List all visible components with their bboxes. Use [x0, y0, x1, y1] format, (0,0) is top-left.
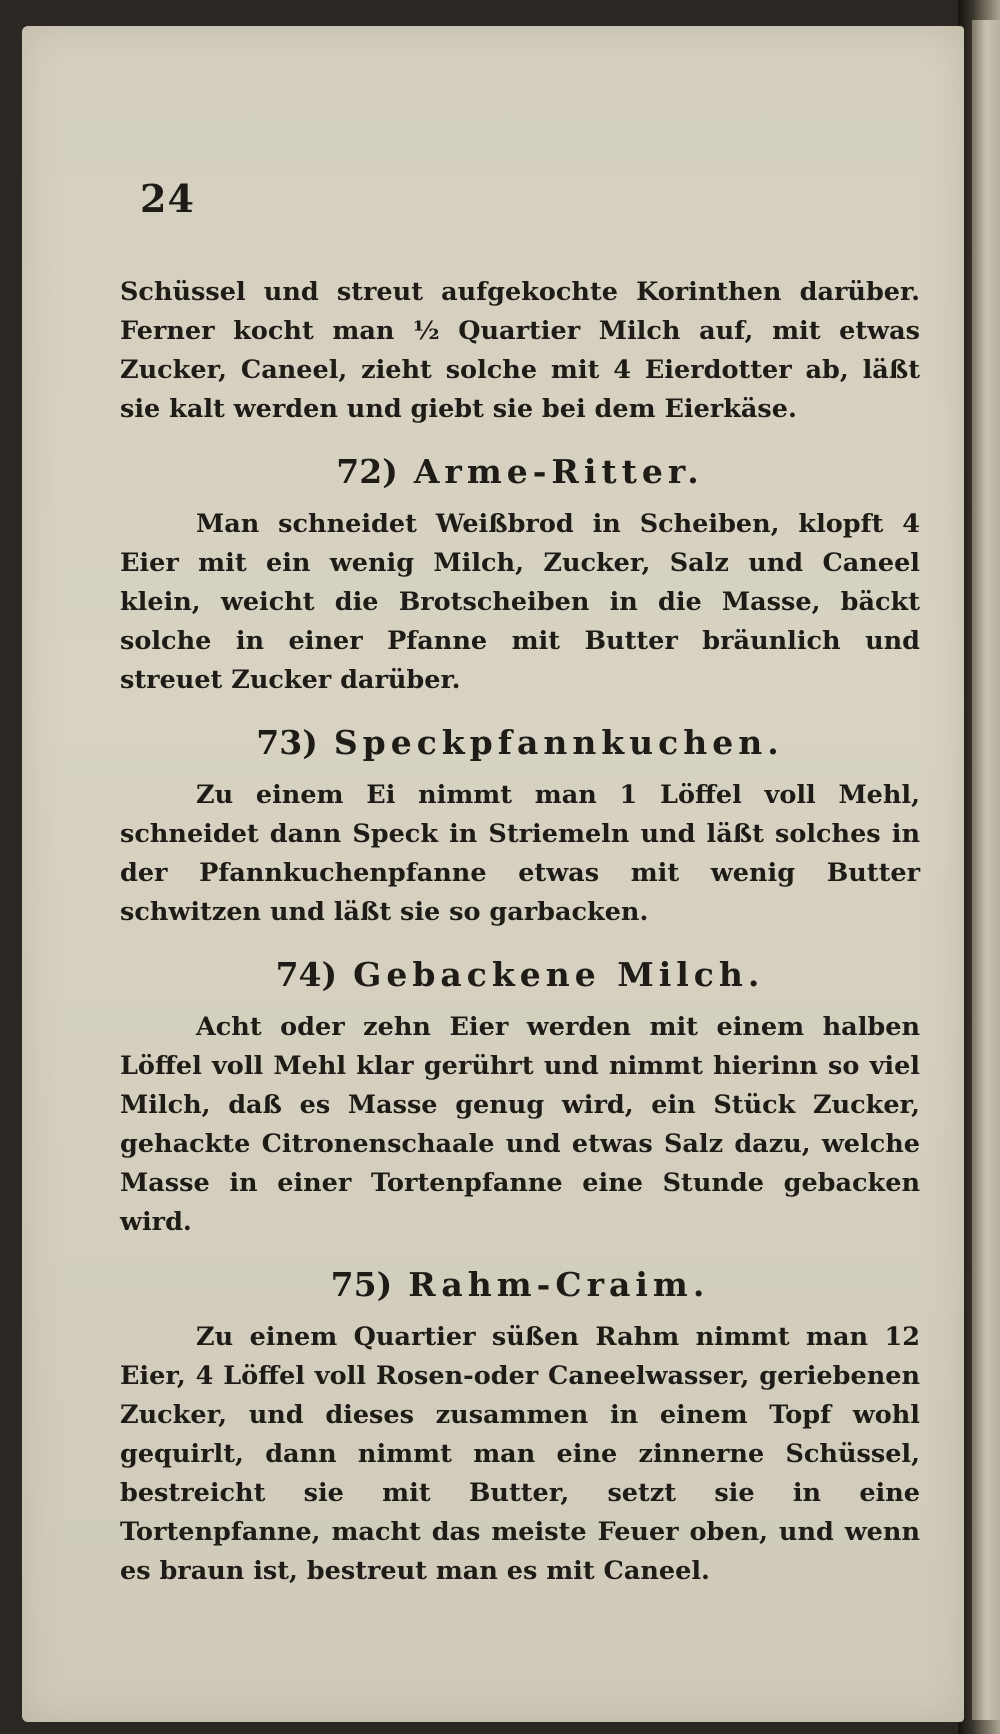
recipe-number: 75)	[330, 1265, 393, 1304]
recipe-number: 73)	[256, 723, 318, 762]
recipe-heading	[120, 952, 920, 998]
recipe-title: Rahm-Craim.	[408, 1265, 710, 1304]
recipe-heading	[120, 449, 920, 495]
book-page	[22, 26, 964, 1722]
page-number: 24	[140, 176, 195, 221]
intro-paragraph: Schüssel und streut aufgekochte Korinthen darüber. Ferner kocht man ½ Quartier Milch auf, mit etwas Zucker, Caneel, zieht solche mit 4 Eierdotter ab, läßt sie kalt werden und giebt sie bei dem Eierkäse.	[120, 277, 920, 424]
recipe-text: Acht oder zehn Eier werden mit einem halben Löffel voll Mehl klar gerührt und nimmt hierinn so viel Milch, daß es Masse genug wird, ein Stück Zucker, gehackte Citronenschaale und etwas Salz dazu, welche Masse in einer Tortenpfanne eine Stunde gebacken wird.	[120, 1012, 920, 1237]
recipe-title: Gebackene Milch.	[353, 955, 765, 994]
recipe-text: Zu einem Ei nimmt man 1 Löffel voll Mehl, schneidet dann Speck in Striemeln und läßt solches in der Pfannkuchenpfanne etwas mit wenig Butter schwitzen und läßt sie so garbacken.	[120, 780, 920, 927]
recipe-text: Man schneidet Weißbrod in Scheiben, klopft 4 Eier mit ein wenig Milch, Zucker, Salz und Caneel klein, weicht die Brotscheiben in die Masse, bäckt solche in einer Pfanne mit Butter bräunlich und streuet Zucker darüber.	[120, 509, 920, 695]
recipe-title: Speckpfannkuchen.	[333, 723, 784, 762]
recipe-text: Zu einem Quartier süßen Rahm nimmt man 12 Eier, 4 Löffel voll Rosen-oder Caneelwasser, geriebenen Zucker, und dieses zusammen in einem Topf wohl gequirlt, dann nimmt man eine zinnerne Schüssel, bestreicht sie mit Butter, setzt sie in eine Tortenpfanne, macht das meiste Feuer oben, und wenn es braun ist, bestreut man es mit Caneel.	[120, 1322, 920, 1586]
recipe-number: 72)	[336, 452, 398, 491]
recipe-number: 74)	[275, 955, 338, 994]
recipe-heading	[120, 1262, 920, 1308]
next-page-edge	[972, 20, 1000, 1720]
recipe-heading	[120, 720, 920, 766]
recipe-title: Arme-Ritter.	[413, 452, 704, 491]
page-text	[120, 128, 920, 1591]
